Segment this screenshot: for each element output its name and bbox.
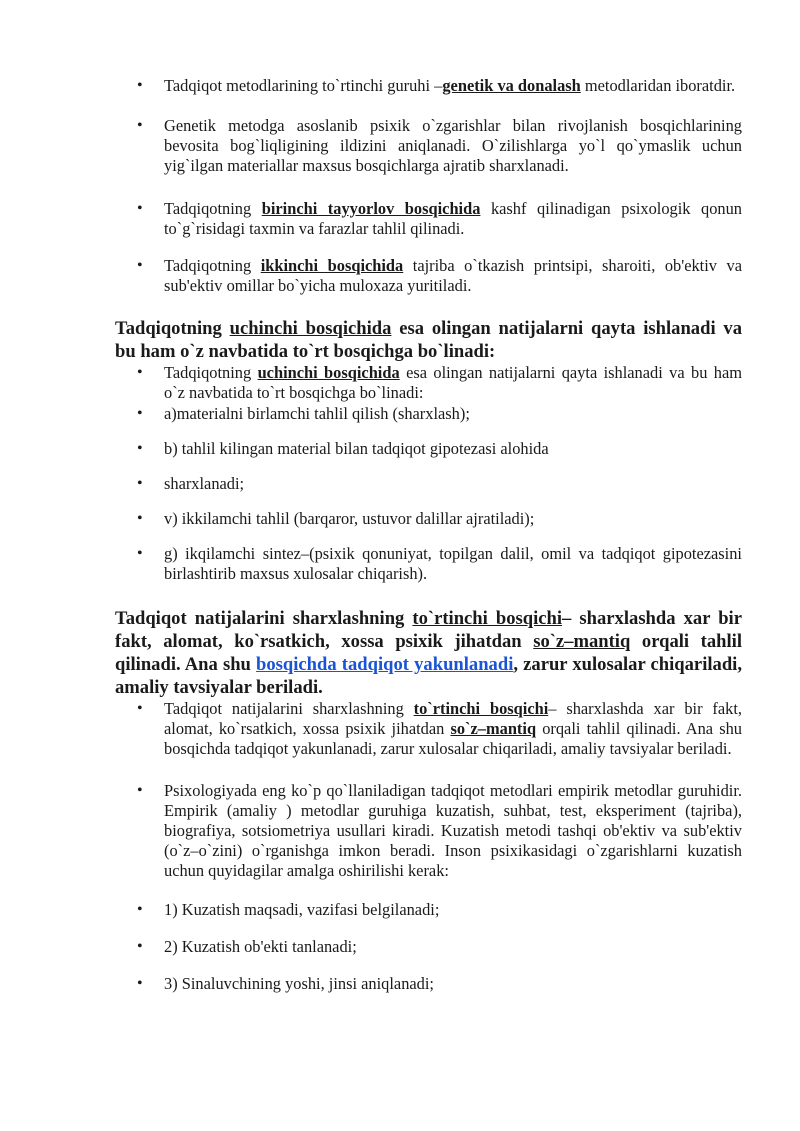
list-item: • Genetik metodga asoslanib psixik o`zgarishlar bilan rivojlanish bosqichlarining bevosita bog`liqligining ildizini aniqlanadi. O`zilishlarga yo`l qo`ymaslik uchun yig`ilgan materiallar maxsus bosqichlarga ajratib sharxlanadi. bbox=[115, 116, 742, 176]
list-item: • Tadqiqotning uchinchi bosqichida esa olingan natijalarni qayta ishlanadi va bu ham o`z navbatida to`rt bosqichga bo`linadi: bbox=[115, 363, 742, 403]
list-item: • 2) Kuzatish ob'ekti tanlanadi; bbox=[115, 937, 742, 957]
list-item: • Psixologiyada eng ko`p qo`llaniladigan tadqiqot metodlari empirik metodlar guruhidir. Empirik (amaliy ) metodlar guruhiga kuzatish, suhbat, test, eksperiment (tajriba), biografiya, sotsiometriya usullari kiradi. Kuzatish metodi tashqi ob'ektiv va sub'ektiv (o`z–o`zini) o`rganishga imkon beradi. Inson psixikasidagi o`zgarishlarni kuzatish uchun quyidagilar amalga oshirilishi kerak: bbox=[115, 781, 742, 881]
bold-underlined-term: birinchi tayyorlov bosqichida bbox=[261, 199, 481, 218]
list-item: • 3) Sinaluvchining yoshi, jinsi aniqlanadi; bbox=[115, 974, 742, 994]
stage-three-list bbox=[115, 363, 742, 584]
list-item: • 1) Kuzatish maqsadi, vazifasi belgilanadi; bbox=[115, 900, 742, 920]
list-item: • b) tahlil kilingan material bilan tadqiqot gipotezasi alohida bbox=[115, 439, 742, 459]
bold-underlined-term: uchinchi bosqichida bbox=[257, 363, 400, 382]
section-heading-uchinchi: Tadqiqotning uchinchi bosqichida esa olingan natijalarni qayta ishlanadi va bu ham o`z navbatida to`rt bosqichga bo`linadi: bbox=[115, 318, 743, 362]
bold-underlined-term: genetik va donalash bbox=[442, 76, 581, 95]
list-item: • a)materialni birlamchi tahlil qilish (sharxlash); bbox=[115, 404, 742, 424]
stage-four-list bbox=[115, 699, 742, 994]
list-item: • Tadqiqot metodlarining to`rtinchi guruhi –genetik va donalash metodlaridan iboratdir. bbox=[115, 76, 742, 96]
list-item: • v) ikkilamchi tahlil (barqaror, ustuvor dalillar ajratiladi); bbox=[115, 509, 742, 529]
tadqiqot-yakunlanadi-link[interactable]: bosqichda tadqiqot yakunlanadi bbox=[256, 654, 514, 675]
bold-underlined-term: to`rtinchi bosqichi bbox=[413, 699, 549, 718]
bold-underlined-term: ikkinchi bosqichida bbox=[260, 256, 404, 275]
list-item: • sharxlanadi; bbox=[115, 474, 742, 494]
list-item: • Tadqiqotning birinchi tayyorlov bosqichida kashf qilinadigan psixologik qonun to`g`risidagi taxmin va farazlar tahlil qilinadi. bbox=[115, 199, 742, 239]
list-item: • Tadqiqotning ikkinchi bosqichida tajriba o`tkazish printsipi, sharoiti, ob'ektiv va sub'ektiv omillar bo`yicha muloxaza yuritiladi. bbox=[115, 256, 742, 296]
list-item: • Tadqiqot natijalarini sharxlashning to`rtinchi bosqichi– sharxlashda xar bir fakt, alomat, ko`rsatkich, xossa psixik jihatdan so`z–mantiq orqali tahlil qilinadi. Ana shu bosqichda tadqiqot yakunlanadi, zarur xulosalar chiqariladi, amaliy tavsiyalar beriladi. bbox=[115, 699, 742, 759]
bold-underlined-term: so`z–mantiq bbox=[450, 719, 537, 738]
intro-list bbox=[115, 76, 742, 296]
section-heading-tortinchi: Tadqiqot natijalarini sharxlashning to`rtinchi bosqichi– sharxlashda xar bir fakt, alomat, ko`rsatkich, xossa psixik jihatdan so`z–mantiq orqali tahlil qilinadi. Ana shu bosqichda tadqiqot yakunlanadi, zarur xulosalar chiqariladi, amaliy tavsiyalar beriladi. bbox=[115, 608, 742, 698]
list-item: • g) ikqilamchi sintez–(psixik qonuniyat, topilgan dalil, omil va tadqiqot gipotezasini birlashtirib maxsus xulosalar chiqarish). bbox=[115, 544, 742, 584]
